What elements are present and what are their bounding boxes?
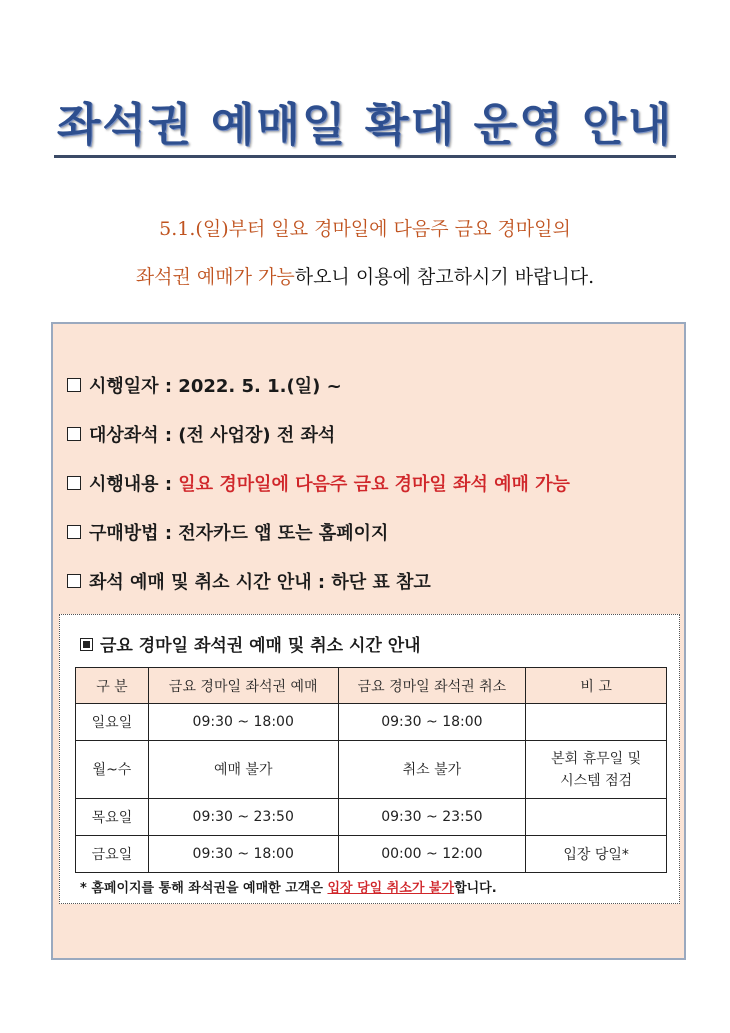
cell-cancellation: 00:00 ~ 12:00 [338,836,526,873]
cell-reservation: 예매 불가 [148,741,338,799]
cell-cancellation: 09:30 ~ 23:50 [338,799,526,836]
intro-line-1: 5.1.(일)부터 일요 경마일에 다음주 금요 경마일의 [159,218,571,240]
item-value: 일요 경마일에 다음주 금요 경마일 좌석 예매 가능 [178,474,570,495]
cell-day: 목요일 [76,799,149,836]
schedule-title: 금요 경마일 좌석권 예매 및 취소 시간 안내 [80,631,421,656]
intro-highlight: 좌석권 예매가 가능 [135,266,295,288]
table-header-row [76,668,667,704]
cell-reservation: 09:30 ~ 18:00 [148,836,338,873]
cell-cancellation: 09:30 ~ 18:00 [338,704,526,741]
item-start-date [67,372,342,398]
header-remarks: 비 고 [526,668,667,704]
schedule-table [75,667,667,873]
checkbox-square-icon [67,476,81,490]
table-row [76,836,667,873]
cell-cancellation: 취소 불가 [338,741,526,799]
checkbox-square-icon [67,378,81,392]
cell-day: 금요일 [76,836,149,873]
footnote-highlight: 입장 당일 취소가 불가 [327,881,455,896]
table-row [76,704,667,741]
footnote: * 홈페이지를 통해 좌석권을 예매한 고객은 입장 당일 취소가 불가합니다. [80,881,497,896]
cell-reservation: 09:30 ~ 23:50 [148,799,338,836]
item-label: 시행내용 : [89,474,179,495]
intro-line-2 [0,262,730,289]
item-label: 시행일자 : [89,376,179,397]
table-row [76,741,667,799]
header-cancellation: 금요 경마일 좌석권 취소 [338,668,526,704]
schedule-box [59,614,680,904]
item-value: 전자카드 앱 또는 홈페이지 [178,523,389,544]
intro-rest: 하오니 이용에 참고하시기 바랍니다. [294,266,595,288]
item-purchase-method [67,519,388,545]
item-label: 좌석 예매 및 취소 시간 안내 : [89,572,332,593]
cell-remarks [526,704,667,741]
filled-square-icon [80,638,93,651]
header-reservation: 금요 경마일 좌석권 예매 [148,668,338,704]
checkbox-square-icon [67,525,81,539]
cell-day: 월~수 [76,741,149,799]
info-panel [51,322,686,960]
table-row [76,799,667,836]
checkbox-square-icon [67,427,81,441]
cell-day: 일요일 [76,704,149,741]
checkbox-square-icon [67,574,81,588]
cell-remarks: 본회 휴무일 및 시스템 점검 [526,741,667,799]
title-underline [54,155,676,158]
item-value: 하단 표 참고 [331,572,431,593]
cell-reservation: 09:30 ~ 18:00 [148,704,338,741]
item-value: (전 사업장) 전 좌석 [178,425,336,446]
header-category: 구 분 [76,668,149,704]
item-label: 구매방법 : [89,523,179,544]
item-content [67,470,570,496]
item-time-guide [67,568,431,594]
item-value: 2022. 5. 1.(일) ~ [178,376,342,397]
cell-remarks [526,799,667,836]
item-target-seats [67,421,335,447]
item-label: 대상좌석 : [89,425,179,446]
cell-remarks: 입장 당일* [526,836,667,873]
page-title: 좌석권 예매일 확대 운영 안내 [56,98,674,151]
